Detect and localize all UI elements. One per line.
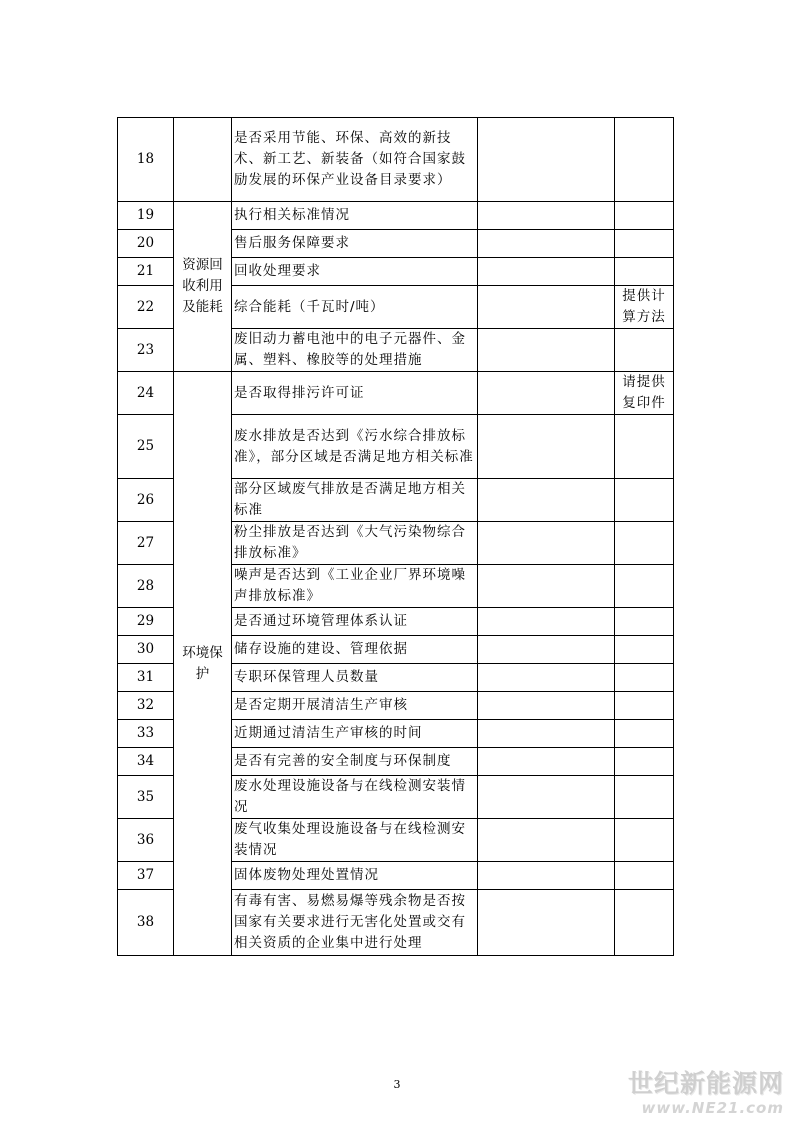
answer-cell bbox=[478, 415, 615, 479]
item-text: 粉尘排放是否达到《大气污染物综合排放标准》 bbox=[232, 522, 478, 565]
item-text: 废水排放是否达到《污水综合排放标准》，部分区域是否满足地方相关标准 bbox=[232, 415, 478, 479]
answer-cell bbox=[478, 776, 615, 819]
row-number: 34 bbox=[118, 748, 174, 776]
item-text: 执行相关标准情况 bbox=[232, 202, 478, 230]
note-cell bbox=[615, 862, 674, 890]
category-environment: 环境保护 bbox=[174, 372, 232, 956]
page-number: 3 bbox=[393, 1078, 401, 1091]
item-text: 废旧动力蓄电池中的电子元器件、金属、塑料、橡胶等的处理措施 bbox=[232, 329, 478, 372]
row-number: 25 bbox=[118, 415, 174, 479]
answer-cell bbox=[478, 258, 615, 286]
item-text: 是否取得排污许可证 bbox=[232, 372, 478, 415]
answer-cell bbox=[478, 819, 615, 862]
row-number: 38 bbox=[118, 890, 174, 956]
note-cell bbox=[615, 479, 674, 522]
note-cell bbox=[615, 608, 674, 636]
row-number: 21 bbox=[118, 258, 174, 286]
note-cell bbox=[615, 329, 674, 372]
note-cell bbox=[615, 202, 674, 230]
row-number: 36 bbox=[118, 819, 174, 862]
item-text: 是否采用节能、环保、高效的新技术、新工艺、新装备（如符合国家鼓励发展的环保产业设备目录要求） bbox=[232, 118, 478, 202]
note-cell bbox=[615, 819, 674, 862]
table-row bbox=[118, 202, 674, 230]
item-text: 部分区域废气排放是否满足地方相关标准 bbox=[232, 479, 478, 522]
note-cell bbox=[615, 664, 674, 692]
row-number: 35 bbox=[118, 776, 174, 819]
note-cell bbox=[615, 415, 674, 479]
item-text: 储存设施的建设、管理依据 bbox=[232, 636, 478, 664]
row-number: 29 bbox=[118, 608, 174, 636]
answer-cell bbox=[478, 372, 615, 415]
category-resource-recycling: 资源回收利用及能耗 bbox=[174, 202, 232, 372]
item-text: 固体废物处理处置情况 bbox=[232, 862, 478, 890]
answer-cell bbox=[478, 720, 615, 748]
inspection-table bbox=[117, 117, 674, 956]
row-number: 23 bbox=[118, 329, 174, 372]
item-text: 综合能耗（千瓦时/吨） bbox=[232, 286, 478, 329]
row-number: 24 bbox=[118, 372, 174, 415]
answer-cell bbox=[478, 286, 615, 329]
item-text: 有毒有害、易燃易爆等残余物是否按国家有关要求进行无害化处置或交有相关资质的企业集中进行处理 bbox=[232, 890, 478, 956]
row-number: 27 bbox=[118, 522, 174, 565]
table-row bbox=[118, 118, 674, 202]
note-cell: 请提供复印件 bbox=[615, 372, 674, 415]
item-text: 回收处理要求 bbox=[232, 258, 478, 286]
answer-cell bbox=[478, 862, 615, 890]
row-number: 18 bbox=[118, 118, 174, 202]
answer-cell bbox=[478, 748, 615, 776]
watermark-url: www.NE21.com bbox=[641, 1099, 784, 1117]
item-text: 是否定期开展清洁生产审核 bbox=[232, 692, 478, 720]
note-cell: 提供计算方法 bbox=[615, 286, 674, 329]
watermark-name: 世纪新能源网 bbox=[627, 1069, 784, 1098]
answer-cell bbox=[478, 692, 615, 720]
note-cell bbox=[615, 890, 674, 956]
note-cell bbox=[615, 258, 674, 286]
note-cell bbox=[615, 748, 674, 776]
row-number: 19 bbox=[118, 202, 174, 230]
row-number: 30 bbox=[118, 636, 174, 664]
answer-cell bbox=[478, 230, 615, 258]
answer-cell bbox=[478, 118, 615, 202]
row-number: 26 bbox=[118, 479, 174, 522]
note-cell bbox=[615, 230, 674, 258]
answer-cell bbox=[478, 479, 615, 522]
item-text: 废气收集处理设施设备与在线检测安装情况 bbox=[232, 819, 478, 862]
answer-cell bbox=[478, 522, 615, 565]
item-text: 近期通过清洁生产审核的时间 bbox=[232, 720, 478, 748]
row-number: 31 bbox=[118, 664, 174, 692]
answer-cell bbox=[478, 202, 615, 230]
row-number: 28 bbox=[118, 565, 174, 608]
note-cell bbox=[615, 720, 674, 748]
row-number: 22 bbox=[118, 286, 174, 329]
item-text: 专职环保管理人员数量 bbox=[232, 664, 478, 692]
answer-cell bbox=[478, 329, 615, 372]
item-text: 是否通过环境管理体系认证 bbox=[232, 608, 478, 636]
note-cell bbox=[615, 522, 674, 565]
row-number: 37 bbox=[118, 862, 174, 890]
row-number: 20 bbox=[118, 230, 174, 258]
answer-cell bbox=[478, 565, 615, 608]
table-row bbox=[118, 372, 674, 415]
answer-cell bbox=[478, 636, 615, 664]
answer-cell bbox=[478, 664, 615, 692]
item-text: 噪声是否达到《工业企业厂界环境噪声排放标准》 bbox=[232, 565, 478, 608]
row-number: 33 bbox=[118, 720, 174, 748]
answer-cell bbox=[478, 890, 615, 956]
note-cell bbox=[615, 636, 674, 664]
note-cell bbox=[615, 776, 674, 819]
item-text: 是否有完善的安全制度与环保制度 bbox=[232, 748, 478, 776]
note-cell bbox=[615, 565, 674, 608]
item-text: 售后服务保障要求 bbox=[232, 230, 478, 258]
watermark-logo bbox=[628, 1069, 784, 1117]
row-number: 32 bbox=[118, 692, 174, 720]
note-cell bbox=[615, 692, 674, 720]
item-text: 废水处理设施设备与在线检测安装情况 bbox=[232, 776, 478, 819]
answer-cell bbox=[478, 608, 615, 636]
category-cell bbox=[174, 118, 232, 202]
note-cell bbox=[615, 118, 674, 202]
